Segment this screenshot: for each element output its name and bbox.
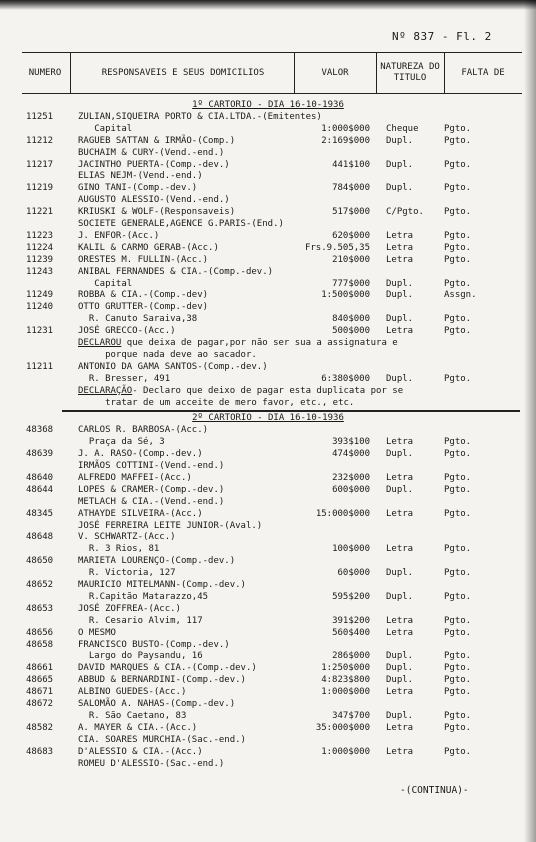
responsavel-name: R. Cesario Alvim, 117 bbox=[78, 615, 203, 626]
table-row bbox=[0, 112, 536, 123]
falta-de: Pgto. bbox=[444, 373, 472, 384]
table-row bbox=[0, 699, 536, 710]
protest-value: 620$000 bbox=[332, 230, 370, 241]
table-row bbox=[0, 485, 536, 496]
falta-de: Pgto. bbox=[444, 254, 472, 265]
table-row bbox=[0, 398, 536, 409]
responsavel-name: R.Capitão Matarazzo,45 bbox=[78, 591, 209, 602]
title-nature: Dupl. bbox=[386, 710, 414, 721]
falta-de: Pgto. bbox=[444, 230, 472, 241]
responsavel-name: BUCHAIM & CURY-(Vend.-end.) bbox=[78, 147, 225, 158]
title-nature: Letra bbox=[386, 627, 414, 638]
title-nature: Letra bbox=[386, 437, 414, 448]
responsavel-name: R. Bresser, 491 bbox=[78, 373, 171, 384]
responsavel-name: ABBUD & BERNARDINI-(Comp.-dev.) bbox=[78, 675, 246, 686]
protest-value: 1:000$000 bbox=[321, 687, 370, 698]
protest-number: 11224 bbox=[26, 242, 54, 253]
falta-de: Pgto. bbox=[444, 722, 472, 733]
responsavel-name: ROBBA & CIA.-(Comp.-dev) bbox=[78, 290, 209, 301]
protest-value: 840$000 bbox=[332, 314, 370, 325]
responsavel-name: R. São Caetano, 83 bbox=[78, 710, 187, 721]
table-row bbox=[0, 568, 536, 579]
table-row bbox=[0, 279, 536, 290]
protest-number: 11243 bbox=[26, 266, 54, 277]
responsavel-name: CIA. SOARES MURCHIA-(Sac.-end.) bbox=[78, 734, 246, 745]
section-divider bbox=[62, 410, 520, 412]
protest-number: 11221 bbox=[26, 207, 54, 218]
continua-label: -(CONTINUA)- bbox=[400, 785, 469, 796]
responsavel-name: KRIUSKI & WOLF-(Responsaveis) bbox=[78, 207, 236, 218]
protest-value: 232$000 bbox=[332, 472, 370, 483]
protest-value: Frs.9.505,35 bbox=[304, 242, 370, 253]
table-row bbox=[0, 449, 536, 460]
header-divider bbox=[70, 53, 71, 93]
title-nature: Dupl. bbox=[386, 449, 414, 460]
falta-de: Pgto. bbox=[444, 591, 472, 602]
table-row bbox=[0, 663, 536, 674]
responsavel-name: ROMEU D'ALESSIO-(Sac.-end.) bbox=[78, 758, 225, 769]
table-row bbox=[0, 243, 536, 254]
table-row bbox=[0, 497, 536, 508]
protest-value: 595$200 bbox=[332, 591, 370, 602]
responsavel-name: DECLARAÇÃO- Declaro que deixo de pagar esta duplicata por se bbox=[78, 385, 404, 396]
protest-number: 48648 bbox=[26, 532, 54, 543]
responsavel-name: D'ALESSIO & CIA.-(Acc.) bbox=[78, 746, 203, 757]
protest-number: 48683 bbox=[26, 746, 54, 757]
title-nature: Dupl. bbox=[386, 568, 414, 579]
table-row bbox=[0, 148, 536, 159]
protest-number: 11240 bbox=[26, 302, 54, 313]
table-row bbox=[0, 207, 536, 218]
responsavel-name: KALIL & CARMO GERAB-(Acc.) bbox=[78, 242, 219, 253]
responsavel-name: A. MAYER & CIA.-(Acc.) bbox=[78, 722, 198, 733]
table-row bbox=[0, 687, 536, 698]
title-nature: Dupl. bbox=[386, 373, 414, 384]
responsavel-name: SALOMÃO A. NAHAS-(Comp.-dev.) bbox=[78, 699, 236, 709]
falta-de: Pgto. bbox=[444, 746, 472, 757]
table-row bbox=[0, 425, 536, 436]
table-row bbox=[0, 195, 536, 206]
responsavel-name: IRMÃOS COTTINI-(Vend.-end.) bbox=[78, 461, 225, 471]
protest-value: 441$100 bbox=[332, 159, 370, 170]
protest-number: 48650 bbox=[26, 556, 54, 567]
responsavel-name: GINO TANI-(Comp.-dev.) bbox=[78, 183, 198, 194]
table-row bbox=[0, 362, 536, 373]
title-nature: Letra bbox=[386, 254, 414, 265]
protest-value: 15:000$000 bbox=[315, 508, 370, 519]
cartorio-title: 1º CARTORIO - DIA 16-10-1936 bbox=[192, 100, 344, 110]
responsavel-name: ZULIAN,SIQUEIRA PORTO & CIA.LTDA.-(Emitentes) bbox=[78, 111, 322, 122]
table-row bbox=[0, 640, 536, 651]
responsavel-name: V. SCHWARTZ-(Acc.) bbox=[78, 532, 176, 543]
table-row bbox=[0, 136, 536, 147]
title-nature: Letra bbox=[386, 544, 414, 555]
header-responsaveis: RESPONSAVEIS E SEUS DOMICILIOS bbox=[101, 67, 265, 78]
responsavel-name: J. ENFOR-(Acc.) bbox=[78, 230, 160, 241]
title-nature: Dupl. bbox=[386, 591, 414, 602]
protest-number: 11249 bbox=[26, 290, 54, 301]
header-natureza: NATUREZA DO TITULO bbox=[380, 62, 440, 83]
table-row bbox=[0, 675, 536, 686]
title-nature: Letra bbox=[386, 472, 414, 483]
table-row bbox=[0, 759, 536, 770]
title-nature: Dupl. bbox=[386, 135, 414, 146]
protest-number: 48640 bbox=[26, 472, 54, 483]
protest-value: 347$700 bbox=[332, 710, 370, 721]
title-nature: Letra bbox=[386, 326, 414, 337]
table-row bbox=[0, 735, 536, 746]
title-nature: Dupl. bbox=[386, 314, 414, 325]
table-row bbox=[0, 747, 536, 758]
table-row bbox=[0, 580, 536, 591]
title-nature: Dupl. bbox=[386, 484, 414, 495]
falta-de: Pgto. bbox=[444, 687, 472, 698]
protest-value: 6:380$000 bbox=[321, 373, 370, 384]
responsavel-name: JOSÉ GRECCO-(Acc.) bbox=[78, 326, 176, 337]
responsavel-name: O MESMO bbox=[78, 627, 116, 638]
falta-de: Pgto. bbox=[444, 472, 472, 483]
protest-number: 48658 bbox=[26, 639, 54, 650]
protest-number: 48639 bbox=[26, 449, 54, 460]
table-row bbox=[0, 183, 536, 194]
protest-value: 777$000 bbox=[332, 278, 370, 289]
table-row bbox=[0, 544, 536, 555]
responsavel-name: ATHAYDE SILVEIRA-(Acc.) bbox=[78, 508, 203, 519]
table-row bbox=[0, 350, 536, 361]
protest-value: 393$100 bbox=[332, 437, 370, 448]
responsavel-name: J. A. RASO-(Comp.-dev.) bbox=[78, 449, 203, 460]
protest-number: 11219 bbox=[26, 183, 54, 194]
protest-number: 11211 bbox=[26, 361, 54, 372]
header-numero: NUMERO bbox=[28, 67, 62, 78]
responsavel-name: OTTO GRUTTER-(Comp.-dev) bbox=[78, 302, 209, 313]
falta-de: Pgto. bbox=[444, 159, 472, 170]
protest-value: 35:000$000 bbox=[315, 722, 370, 733]
protest-value: 500$000 bbox=[332, 326, 370, 337]
falta-de: Pgto. bbox=[444, 663, 472, 674]
protest-number: 48368 bbox=[26, 425, 54, 436]
table-row bbox=[0, 302, 536, 313]
protest-value: 100$000 bbox=[332, 544, 370, 555]
falta-de: Pgto. bbox=[444, 207, 472, 218]
falta-de: Pgto. bbox=[444, 615, 472, 626]
responsavel-name: METLACH & CIA.-(Vend.-end.) bbox=[78, 496, 225, 507]
falta-de: Pgto. bbox=[444, 568, 472, 579]
table-row bbox=[0, 160, 536, 171]
protest-value: 60$000 bbox=[337, 568, 370, 579]
protest-value: 474$000 bbox=[332, 449, 370, 460]
protest-number: 48652 bbox=[26, 580, 54, 590]
title-nature: Dupl. bbox=[386, 278, 414, 289]
table-row bbox=[0, 338, 536, 349]
title-nature: Letra bbox=[386, 230, 414, 241]
table-row bbox=[0, 532, 536, 543]
protest-value: 210$000 bbox=[332, 254, 370, 265]
title-nature: Dupl. bbox=[386, 675, 414, 686]
table-row bbox=[0, 556, 536, 567]
protest-value: 1:000$000 bbox=[321, 123, 370, 134]
table-row bbox=[0, 386, 536, 397]
header-falta: FALTA DE bbox=[461, 67, 505, 78]
table-row bbox=[0, 171, 536, 182]
responsavel-name: SOCIETE GENERALE,AGENCE G.PARIS-(End.) bbox=[78, 219, 284, 229]
title-nature: Cheque bbox=[386, 123, 419, 134]
header-divider bbox=[444, 53, 445, 93]
falta-de: Pgto. bbox=[444, 135, 472, 146]
header-divider bbox=[376, 53, 377, 93]
title-nature: Letra bbox=[386, 615, 414, 626]
responsavel-name: LOPES & CRAMER-(Comp.-dev.) bbox=[78, 484, 225, 495]
responsavel-name: MAURICIO MITELMANN-(Comp.-dev.) bbox=[78, 580, 246, 590]
responsavel-name: R. Canuto Saraiva,38 bbox=[78, 314, 198, 325]
falta-de: Pgto. bbox=[444, 484, 472, 495]
title-nature: Letra bbox=[386, 242, 414, 253]
cartorio-title: 2º CARTORIO - DIA 16-10-1936 bbox=[192, 413, 344, 424]
falta-de: Pgto. bbox=[444, 627, 472, 638]
falta-de: Pgto. bbox=[444, 314, 472, 325]
protest-number: 11223 bbox=[26, 230, 54, 241]
responsavel-name: R. 3 Rios, 81 bbox=[78, 544, 160, 555]
protest-value: 1:500$000 bbox=[321, 290, 370, 301]
table-row bbox=[0, 219, 536, 230]
table-row bbox=[0, 473, 536, 484]
table-row bbox=[0, 374, 536, 385]
scan-edge-top bbox=[0, 0, 536, 10]
cartorio-heading bbox=[0, 100, 536, 111]
protest-number: 48672 bbox=[26, 699, 54, 709]
protest-value: 600$000 bbox=[332, 484, 370, 495]
protest-number: 11212 bbox=[26, 135, 54, 146]
protest-number: 48661 bbox=[26, 663, 54, 674]
falta-de: Pgto. bbox=[444, 326, 472, 337]
table-row bbox=[0, 231, 536, 242]
responsavel-name: R. Victoria, 127 bbox=[78, 568, 176, 579]
falta-de: Pgto. bbox=[444, 183, 472, 194]
table-row bbox=[0, 628, 536, 639]
title-nature: C/Pgto. bbox=[386, 207, 424, 218]
table-row bbox=[0, 509, 536, 520]
responsavel-name: DAVID MARQUES & CIA.-(Comp.-dev.) bbox=[78, 663, 257, 674]
responsavel-name: ORESTES M. FULLIN-(Acc.) bbox=[78, 254, 209, 265]
table-row bbox=[0, 592, 536, 603]
table-row bbox=[0, 711, 536, 722]
title-nature: Letra bbox=[386, 508, 414, 519]
title-nature: Letra bbox=[386, 722, 414, 733]
responsavel-name: AUGUSTO ALESSIO-(Vend.-end.) bbox=[78, 195, 230, 206]
falta-de: Pgto. bbox=[444, 123, 472, 134]
table-row bbox=[0, 461, 536, 472]
table-row bbox=[0, 124, 536, 135]
responsavel-name: ALBINO GUEDES-(Acc.) bbox=[78, 687, 187, 698]
responsavel-name: Largo do Paysandu, 16 bbox=[78, 651, 203, 662]
protest-number: 48644 bbox=[26, 484, 54, 495]
protest-value: 784$000 bbox=[332, 183, 370, 194]
responsavel-name: ANIBAL FERNANDES & CIA.-(Comp.-dev.) bbox=[78, 266, 274, 277]
protest-number: 48345 bbox=[26, 508, 54, 519]
protest-value: 4:823$800 bbox=[321, 675, 370, 686]
protest-number: 11231 bbox=[26, 326, 54, 337]
title-nature: Letra bbox=[386, 687, 414, 698]
protest-number: 48656 bbox=[26, 627, 54, 638]
falta-de: Pgto. bbox=[444, 278, 472, 289]
responsavel-name: MARIETA LOURENÇO-(Comp.-dev.) bbox=[78, 556, 236, 567]
title-nature: Dupl. bbox=[386, 159, 414, 170]
table-row bbox=[0, 255, 536, 266]
responsavel-name: FRANCISCO BUSTO-(Comp.-dev.) bbox=[78, 639, 230, 650]
table-row bbox=[0, 314, 536, 325]
title-nature: Letra bbox=[386, 746, 414, 757]
falta-de: Pgto. bbox=[444, 437, 472, 448]
table-header bbox=[22, 52, 522, 94]
responsavel-name: DECLAROU que deixa de pagar,por não ser sua a assignatura e bbox=[78, 338, 398, 348]
falta-de: Pgto. bbox=[444, 449, 472, 460]
protest-value: 286$000 bbox=[332, 651, 370, 662]
protest-number: 48582 bbox=[26, 722, 54, 733]
table-row bbox=[0, 521, 536, 532]
protest-number: 11217 bbox=[26, 159, 54, 170]
protest-value: 2:169$000 bbox=[321, 135, 370, 146]
protest-value: 1:000$000 bbox=[321, 746, 370, 757]
title-nature: Dupl. bbox=[386, 663, 414, 674]
responsavel-name: JACINTHO PUERTA-(Comp.-dev.) bbox=[78, 159, 230, 170]
title-nature: Dupl. bbox=[386, 651, 414, 662]
table-row bbox=[0, 651, 536, 662]
falta-de: Pgto. bbox=[444, 544, 472, 555]
responsavel-name: JOSÉ FERREIRA LEITE JUNIOR-(Aval.) bbox=[78, 520, 263, 531]
table-row bbox=[0, 290, 536, 301]
responsavel-name: ANTONIO DA GAMA SANTOS-(Comp.-dev.) bbox=[78, 361, 268, 372]
falta-de: Pgto. bbox=[444, 242, 472, 253]
responsavel-name: porque nada deve ao sacador. bbox=[78, 349, 257, 360]
responsavel-name: ALFREDO MAFFEI-(Acc.) bbox=[78, 472, 192, 483]
protest-value: 1:250$000 bbox=[321, 663, 370, 674]
table-row bbox=[0, 267, 536, 278]
protest-number: 11239 bbox=[26, 254, 54, 265]
header-divider bbox=[294, 53, 295, 93]
protest-number: 48671 bbox=[26, 687, 54, 698]
protest-value: 517$000 bbox=[332, 207, 370, 218]
cartorio-heading bbox=[0, 413, 536, 424]
falta-de: Pgto. bbox=[444, 710, 472, 721]
protest-value: 391$200 bbox=[332, 615, 370, 626]
falta-de: Pgto. bbox=[444, 508, 472, 519]
title-nature: Dupl. bbox=[386, 183, 414, 194]
responsavel-name: Praça da Sé, 3 bbox=[78, 437, 165, 448]
responsavel-name: RAGUEB SATTAN & IRMÃO-(Comp.) bbox=[78, 135, 236, 146]
responsavel-name: Capital bbox=[78, 123, 133, 134]
table-row bbox=[0, 326, 536, 337]
responsavel-name: Capital bbox=[78, 278, 133, 289]
falta-de: Pgto. bbox=[444, 675, 472, 686]
responsavel-name: JOSÉ ZOFFREA-(Acc.) bbox=[78, 603, 181, 614]
responsavel-name: CARLOS R. BARBOSA-(Acc.) bbox=[78, 425, 209, 436]
table-row bbox=[0, 604, 536, 615]
responsavel-name: tratar de um acceite de mero favor, etc., etc. bbox=[78, 397, 355, 408]
falta-de: Assgn. bbox=[444, 290, 477, 301]
table-row bbox=[0, 616, 536, 627]
protest-number: 48653 bbox=[26, 603, 54, 614]
table-row bbox=[0, 437, 536, 448]
title-nature: Dupl. bbox=[386, 290, 414, 301]
page-number: Nº 837 - Fl. 2 bbox=[392, 30, 492, 43]
protest-number: 11251 bbox=[26, 111, 54, 122]
falta-de: Pgto. bbox=[444, 651, 472, 662]
protest-value: 560$400 bbox=[332, 627, 370, 638]
responsavel-name: ELIAS NEJM-(Vend.-end.) bbox=[78, 171, 203, 182]
header-valor: VALOR bbox=[321, 67, 349, 78]
protest-number: 48665 bbox=[26, 675, 54, 686]
table-row bbox=[0, 723, 536, 734]
